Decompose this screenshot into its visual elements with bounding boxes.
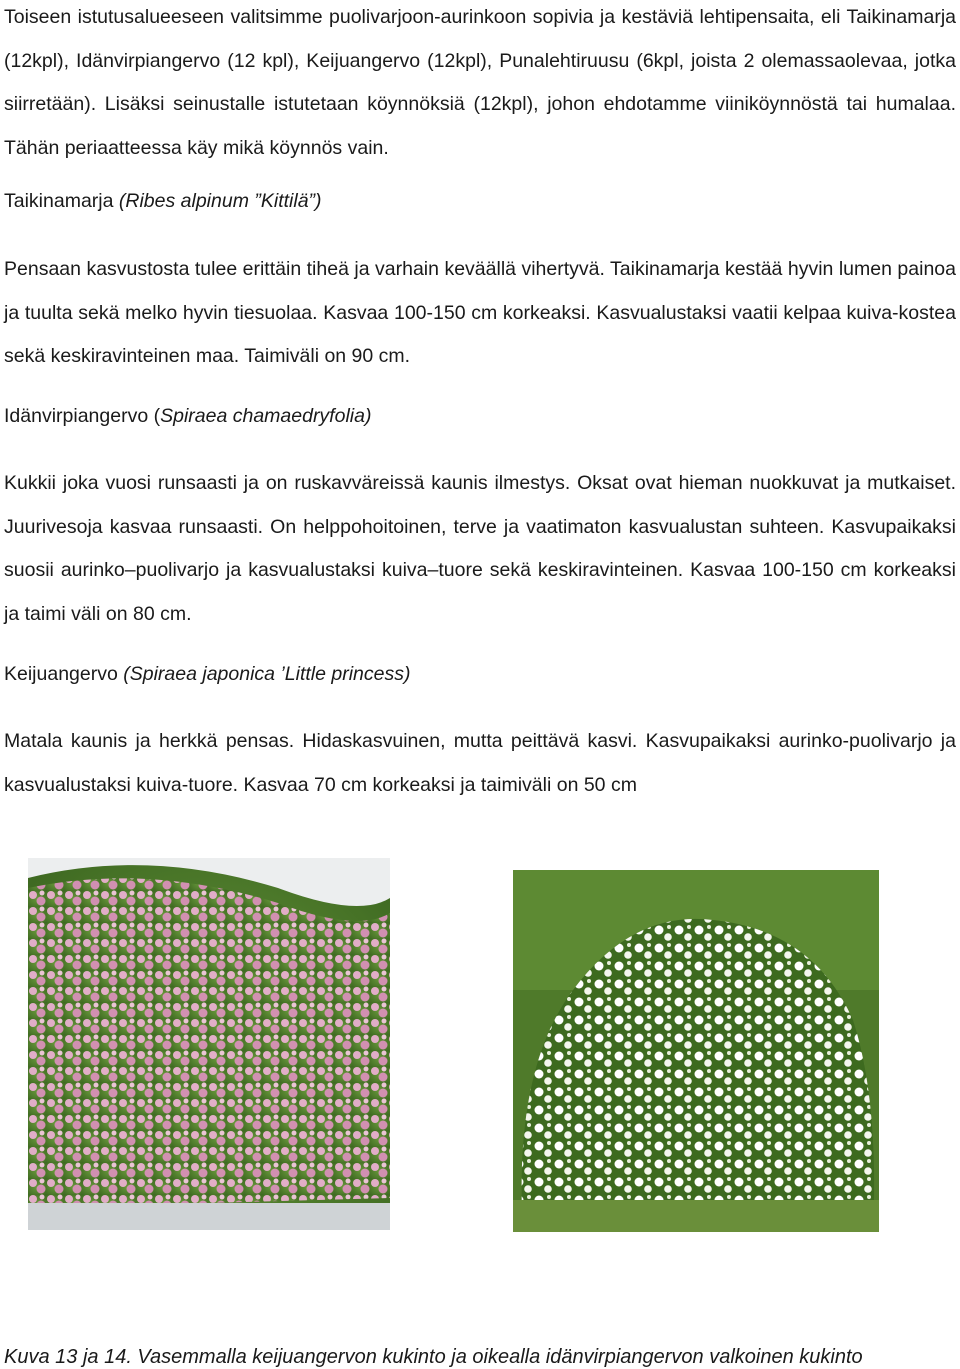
heading-latin: Spiraea chamaedryfolia) [160,405,372,427]
heading-taikinamarja [4,190,322,213]
heading-keijuangervo [4,663,410,686]
figure-caption: Kuva 13 ja 14. Vasemmalla keijuangervon kukinto ja oikealla idänvirpiangervon valkoinen kukinto [4,1346,863,1368]
heading-name: Idänvirpiangervo ( [4,405,161,427]
photo-idanvirpiangervo [513,870,879,1232]
paragraph-keijuangervo: Matala kaunis ja herkkä pensas. Hidaskasvuinen, mutta peittävä kasvi. Kasvupaikaksi aurinko-puolivarjo ja kasvualustaksi kuiva-tuore. Kasvaa 70 cm korkeaksi ja taimiväli on 50 cm [4,730,956,796]
heading-latin: (Ribes alpinum ”Kittilä”) [118,190,322,212]
heading-name: Taikinamarja [4,190,114,212]
heading-idanvirpiangervo [4,405,371,428]
paragraph-idanvirpiangervo: Kukkii joka vuosi runsaasti ja on ruskavväreissä kaunis ilmestys. Oksat ovat hieman nuokkuvat ja mutkaiset. Juurivesoja kasvaa runsaasti. On helppohoitoinen, terve ja vaatimaton kasvualustan suhteen. Kasvupaikaksi suosii aurinko–puolivarjo ja kasvualustaksi kuiva–tuore sekä keskiravinteinen. Kasvaa 100-150 cm korkeaksi ja taimi väli on 80 cm. [4,472,956,625]
paragraph-taikinamarja: Pensaan kasvustosta tulee erittäin tiheä ja varhain keväällä vihertyvä. Taikinamarja kestää hyvin lumen painoa ja tuulta sekä melko hyvin tiesuolaa. Kasvaa 100-150 cm korkeaksi. Kasvualustaksi vaatii kelpaa kuiva-kostea sekä keskiravinteinen maa. Taimiväli on 90 cm. [4,258,956,367]
heading-name: Keijuangervo [4,663,124,685]
intro-paragraph: Toiseen istutusalueeseen valitsimme puolivarjoon-aurinkoon sopivia ja kestäviä lehtipensaita, eli Taikinamarja (12kpl), Idänvirpiangervo (12 kpl), Keijuangervo (12kpl), Punalehtiruusu (6kpl, joista 2 olemassaolevaa, jotka siirretään). Lisäksi seinustalle istutetaan köynnöksiä (12kpl), johon ehdotamme viiniköynnöstä tai humalaa. Tähän periaatteessa käy mikä köynnös vain. [4,6,956,159]
photo-keijuangervo [28,858,390,1230]
heading-latin: (Spiraea japonica ’Little princess) [123,663,411,685]
